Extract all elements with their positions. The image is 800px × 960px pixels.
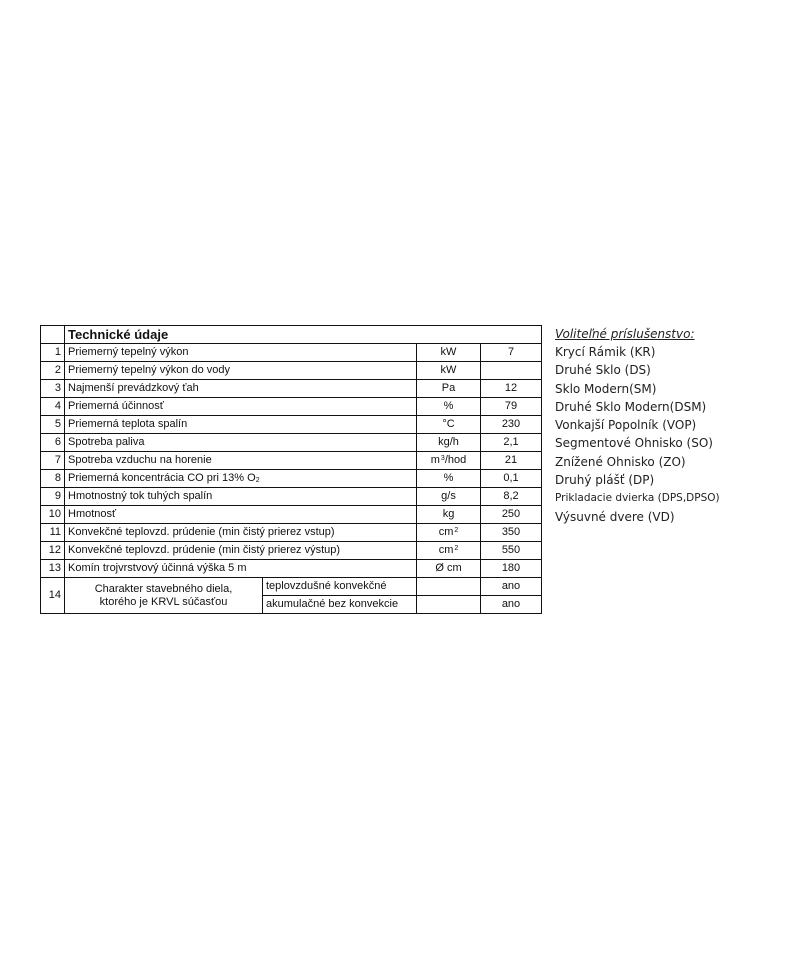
row-14-value: ano: [481, 596, 542, 614]
table-row: [41, 524, 542, 542]
table-row: [41, 398, 542, 416]
row-value: 79: [481, 398, 542, 416]
accessories-list: [555, 325, 795, 526]
table-row: [41, 452, 542, 470]
accessory-item: Segmentové Ohnisko (SO): [555, 436, 713, 451]
table-row: [41, 344, 542, 362]
row-number: 12: [41, 542, 65, 560]
row-label: [65, 470, 417, 488]
row-number: 1: [41, 344, 65, 362]
row-label: Konvekčné teplovzd. prúdenie (min čistý prierez výstup): [65, 542, 417, 560]
accessory-item: Krycí Rámik (KR): [555, 345, 656, 359]
accessory-item: Znížené Ohnisko (ZO): [555, 454, 686, 469]
row-label: Hmotnosť: [65, 506, 417, 524]
row-label: Priemerná účinnosť: [65, 398, 417, 416]
row-number: 7: [41, 452, 65, 470]
row-14-label-line2: ktorého je KRVL súčasťou: [99, 595, 228, 608]
accessory-item: Prikladacie dvierka (DPS,DPSO): [555, 492, 720, 505]
unit-superscript: 2: [454, 545, 459, 552]
row-14-unit-empty: [417, 596, 481, 614]
row-number: 3: [41, 380, 65, 398]
row-number: 14: [41, 578, 65, 614]
technical-data-table: [40, 325, 542, 614]
row-value: 250: [481, 506, 542, 524]
row-unit: [417, 542, 481, 560]
row-label: Konvekčné teplovzd. prúdenie (min čistý prierez vstup): [65, 524, 417, 542]
unit-base: m: [430, 454, 440, 466]
row-number: 11: [41, 524, 65, 542]
row-unit: %: [417, 470, 481, 488]
row-14-sub-label: akumulačné bez konvekcie: [263, 596, 417, 614]
row-14-unit-empty: [417, 578, 481, 596]
row-label: Najmenší prevádzkový ťah: [65, 380, 417, 398]
row-unit: °C: [417, 416, 481, 434]
table-row: [41, 542, 542, 560]
row-unit: Pa: [417, 380, 481, 398]
row-number: 6: [41, 434, 65, 452]
row-14-value: ano: [481, 578, 542, 596]
label-subscript: 2: [255, 477, 260, 484]
accessory-item: Druhý plášť (DP): [555, 473, 655, 488]
table-row: [41, 434, 542, 452]
row-14-sub-label: teplovzdušné konvekčné: [263, 578, 417, 596]
row-unit: kW: [417, 344, 481, 362]
row-number: 10: [41, 506, 65, 524]
row-value: 180: [481, 560, 542, 578]
table-row: [41, 506, 542, 524]
row-value: 21: [481, 452, 542, 470]
table-row: [41, 470, 542, 488]
row-value: [481, 362, 542, 380]
row-14-label: [65, 578, 263, 614]
row-label: Priemerný tepelný výkon do vody: [65, 362, 417, 380]
table-row: [41, 380, 542, 398]
row-14-label-line1: Charakter stavebného diela,: [94, 582, 233, 595]
row-unit: Ø cm: [417, 560, 481, 578]
table-row: [41, 488, 542, 506]
row-number: 5: [41, 416, 65, 434]
row-number: 8: [41, 470, 65, 488]
accessory-item: Vonkajší Popolník (VOP): [555, 418, 697, 433]
row-unit: [417, 524, 481, 542]
accessory-item: Výsuvné dvere (VD): [555, 509, 675, 524]
table-row: [41, 416, 542, 434]
row-value: 550: [481, 542, 542, 560]
row-label: Spotreba vzduchu na horenie: [65, 452, 417, 470]
row-unit: %: [417, 398, 481, 416]
row-unit: g/s: [417, 488, 481, 506]
row-label: Hmotnostný tok tuhých spalín: [65, 488, 417, 506]
title-number-cell: [41, 326, 65, 344]
row-value: 12: [481, 380, 542, 398]
row-unit: kg/h: [417, 434, 481, 452]
table-title: Technické údaje: [65, 326, 542, 344]
accessory-item: Druhé Sklo (DS): [555, 363, 651, 378]
row-number: 4: [41, 398, 65, 416]
row-number: 13: [41, 560, 65, 578]
unit-superscript: 2: [454, 527, 459, 534]
accessory-item: Sklo Modern(SM): [555, 381, 657, 396]
row-number: 9: [41, 488, 65, 506]
row-unit: kW: [417, 362, 481, 380]
unit-superscript: 3: [440, 455, 445, 462]
row-label: Komín trojvrstvový účinná výška 5 m: [65, 560, 417, 578]
table-row: [41, 560, 542, 578]
table-row-14a: [41, 578, 542, 596]
row-unit: [417, 452, 481, 470]
row-value: 230: [481, 416, 542, 434]
accessory-item: Druhé Sklo Modern(DSM): [555, 399, 707, 414]
unit-base: cm: [438, 526, 454, 538]
unit-rest: /hod: [444, 454, 467, 466]
row-label: Priemerný tepelný výkon: [65, 344, 417, 362]
row-label: Spotreba paliva: [65, 434, 417, 452]
table-row: [41, 362, 542, 380]
table-title-row: [41, 326, 542, 344]
accessories-title: Voliteľné príslušenstvo:: [555, 327, 695, 341]
row-value: 8,2: [481, 488, 542, 506]
row-unit: kg: [417, 506, 481, 524]
label-base: Priemerná koncentrácia CO pri 13% O: [68, 472, 256, 484]
unit-base: cm: [438, 544, 454, 556]
row-value: 0,1: [481, 470, 542, 488]
row-value: 7: [481, 344, 542, 362]
row-value: 350: [481, 524, 542, 542]
row-number: 2: [41, 362, 65, 380]
row-value: 2,1: [481, 434, 542, 452]
row-label: Priemerná teplota spalín: [65, 416, 417, 434]
